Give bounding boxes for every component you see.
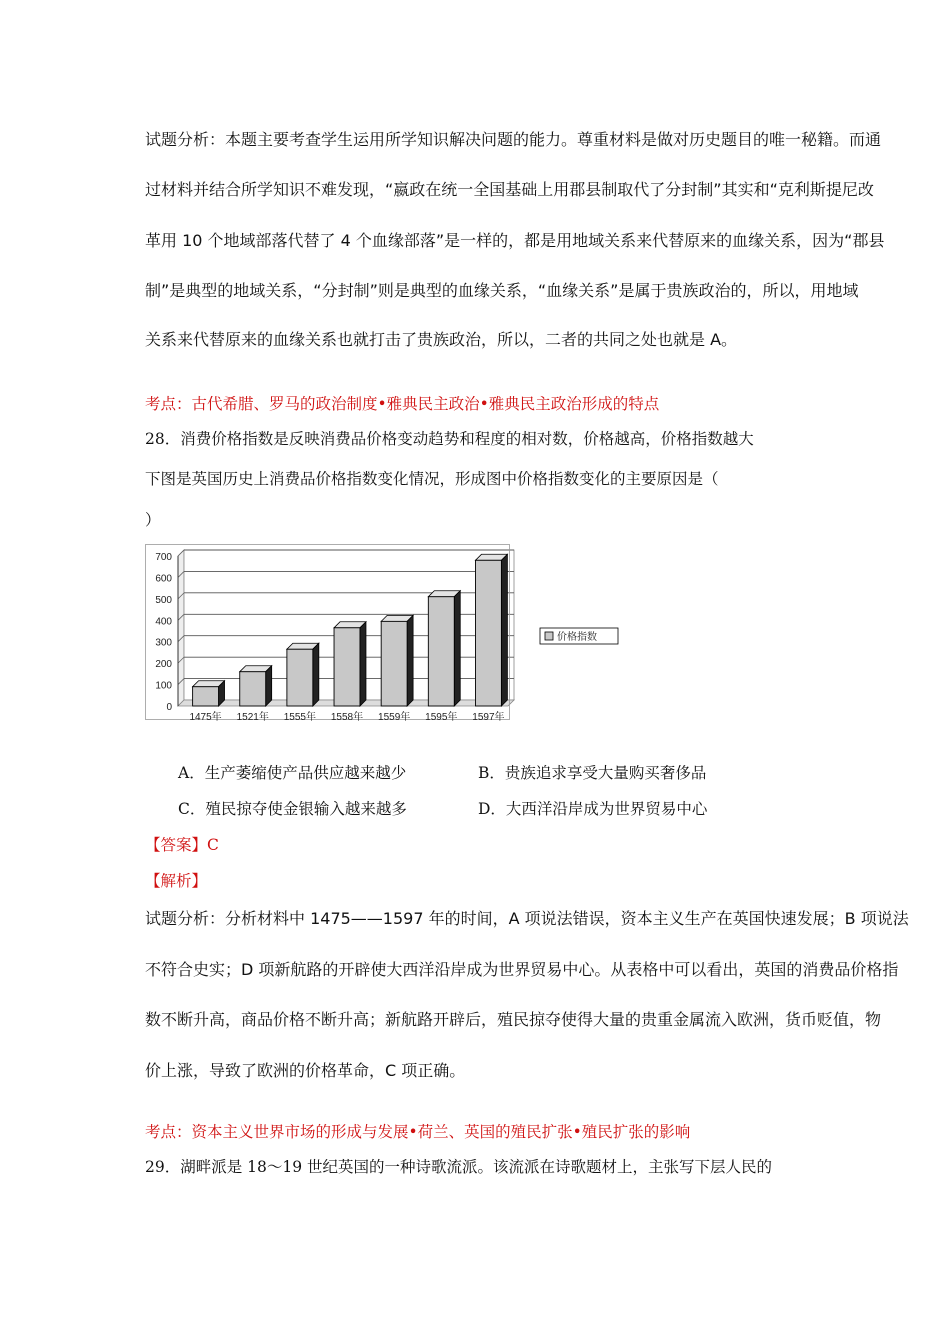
x-tick-label: 1559年 [378, 712, 411, 723]
bar-side [501, 554, 507, 706]
option-a[interactable]: A．生产萎缩使产品供应越来越少 [178, 764, 407, 782]
bar [287, 649, 313, 706]
analysis2-line-2: 不符合史实；D 项新航路的开辟使大西洋沿岸成为世界贸易中心。从表格中可以看出，英国的消费品价格指 [145, 960, 899, 979]
legend-swatch [545, 632, 553, 640]
analysis-line-3: 革用 10 个地域部落代替了 4 个血缘部落”是一样的，都是用地域关系来代替原来的血缘关系，因为“郡县 [145, 231, 885, 250]
x-tick-label: 1597年 [472, 712, 505, 723]
x-tick-label: 1521年 [236, 712, 269, 723]
price-index-chart [145, 544, 625, 724]
y-tick-label: 100 [155, 680, 172, 692]
chart-x-ticks [189, 710, 504, 723]
kaodian-2: 考点：资本主义世界市场的形成与发展•荷兰、英国的殖民扩张•殖民扩张的影响 [145, 1123, 691, 1141]
bar-side [407, 615, 413, 706]
bar [428, 597, 454, 706]
bar [193, 687, 219, 706]
legend-label: 价格指数 [557, 632, 597, 643]
analysis2-line-1: 试题分析：分析材料中 1475——1597 年的时间，A 项说法错误，资本主义生产在英国快速发展；B 项说法 [145, 909, 909, 928]
bar-side [313, 643, 319, 706]
analysis2-line-4: 价上涨，导致了欧洲的价格革命，C 项正确。 [145, 1061, 466, 1080]
question-28-line-2: 下图是英国历史上消费品价格指数变化情况，形成图中价格指数变化的主要原因是（ [145, 470, 719, 488]
bar-side [266, 666, 272, 706]
bar [240, 672, 266, 706]
bar [334, 628, 360, 706]
analysis-line-4: 制”是典型的地域关系，“分封制”则是典型的血缘关系，“血缘关系”是属于贵族政治的，所以，用地域 [145, 281, 859, 300]
question-28-line-1: 28．消费价格指数是反映消费品价格变动趋势和程度的相对数，价格越高，价格指数越大 [145, 430, 754, 448]
x-tick-label: 1475年 [189, 712, 222, 723]
bar-side [454, 591, 460, 706]
chart-y-ticks [155, 552, 172, 713]
option-d[interactable]: D．大西洋沿岸成为世界贸易中心 [478, 800, 708, 818]
x-tick-label: 1555年 [283, 712, 316, 723]
x-tick-label: 1595年 [425, 712, 458, 723]
bar [475, 560, 501, 706]
analysis-line-1: 试题分析：本题主要考查学生运用所学知识解决问题的能力。尊重材料是做对历史题目的唯一秘籍。而通 [145, 130, 882, 149]
analysis-line-5: 关系来代替原来的血缘关系也就打击了贵族政治，所以，二者的共同之处也就是 A。 [145, 330, 738, 349]
kaodian-1: 考点：古代希腊、罗马的政治制度•雅典民主政治•雅典民主政治形成的特点 [145, 395, 660, 413]
y-tick-label: 300 [155, 637, 172, 649]
answer-tag: 【答案】C [145, 836, 219, 854]
y-tick-label: 400 [155, 616, 172, 628]
bar-side [360, 622, 366, 706]
question-29-line-1: 29．湖畔派是 18～19 世纪英国的一种诗歌流派。该流派在诗歌题材上，主张写下层人民的 [145, 1158, 773, 1176]
y-tick-label: 700 [155, 552, 172, 563]
chart-legend [540, 628, 618, 644]
option-b[interactable]: B．贵族追求享受大量购买奢侈品 [478, 764, 707, 782]
y-tick-label: 200 [155, 659, 172, 671]
analysis-line-2: 过材料并结合所学知识不难发现，“嬴政在统一全国基础上用郡县制取代了分封制”其实和“克利斯提尼改 [145, 180, 874, 199]
y-tick-label: 500 [155, 594, 172, 606]
x-tick-label: 1558年 [330, 712, 364, 723]
y-tick-label: 600 [155, 573, 172, 585]
analysis2-line-3: 数不断升高，商品价格不断升高；新航路开辟后，殖民掠夺使得大量的贵重金属流入欧洲，货币贬值，物 [145, 1010, 882, 1029]
jiexi-tag: 【解析】 [145, 872, 208, 890]
chart-side-wall [178, 550, 184, 706]
option-c[interactable]: C．殖民掠夺使金银输入越来越多 [178, 800, 407, 818]
bar [381, 621, 407, 706]
question-28-line-3: ） [145, 511, 161, 529]
y-tick-label: 0 [166, 702, 172, 713]
